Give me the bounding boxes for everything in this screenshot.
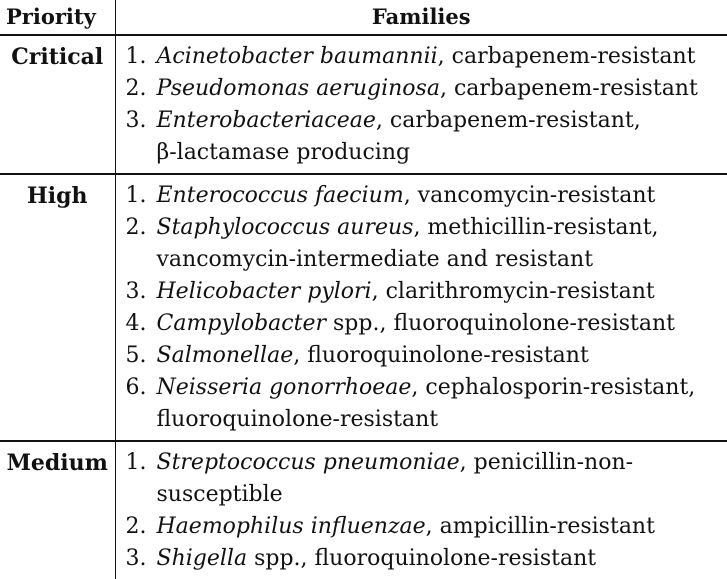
item-text	[157, 511, 655, 543]
species-name: Pseudomonas aeruginosa	[157, 76, 440, 101]
pathogen-item	[126, 543, 727, 575]
priority-level: Medium	[0, 441, 115, 579]
species-name: Enterobacteriaceae	[157, 108, 376, 133]
priority-group-row	[0, 35, 727, 174]
species-name: Salmonellae	[157, 343, 294, 368]
item-number: 1.	[126, 447, 157, 511]
families-column-header: Families	[115, 0, 727, 35]
resistance-description: , penicillin-non-	[460, 450, 633, 475]
resistance-description: spp., fluoroquinolone-resistant	[247, 546, 596, 571]
families-cell	[115, 441, 727, 579]
resistance-description: spp., fluoroquinolone-resistant	[326, 311, 675, 336]
item-text	[157, 73, 698, 105]
item-text	[157, 105, 641, 169]
priority-group-row	[0, 441, 727, 579]
item-text	[157, 340, 589, 372]
pathogen-item	[126, 511, 727, 543]
item-number: 4.	[126, 308, 157, 340]
pathogen-item	[126, 372, 727, 436]
table-body	[0, 35, 727, 579]
description-continuation: vancomycin-intermediate and resistant	[157, 247, 594, 272]
pathogen-item	[126, 180, 727, 212]
resistance-description: , clarithromycin-resistant	[372, 279, 655, 304]
priority-level: Critical	[0, 35, 115, 174]
item-number: 1.	[126, 180, 157, 212]
pathogen-list	[116, 41, 727, 169]
item-number: 3.	[126, 105, 157, 169]
item-text	[157, 372, 696, 436]
pathogen-item	[126, 276, 727, 308]
pathogen-item	[126, 212, 727, 276]
pathogen-list	[116, 180, 727, 436]
pathogen-item	[126, 105, 727, 169]
pathogen-item	[126, 308, 727, 340]
pathogen-item	[126, 41, 727, 73]
resistance-description: , carbapenem-resistant	[440, 76, 698, 101]
resistance-description: , carbapenem-resistant	[438, 44, 696, 69]
item-number: 5.	[126, 340, 157, 372]
item-number: 6.	[126, 372, 157, 436]
pathogen-item	[126, 447, 727, 511]
species-name: Helicobacter pylori	[157, 279, 372, 304]
item-number: 2.	[126, 511, 157, 543]
resistance-description: , vancomycin-resistant	[404, 183, 656, 208]
item-number: 3.	[126, 276, 157, 308]
species-name: Staphylococcus aureus	[157, 215, 414, 240]
species-name: Enterococcus faecium	[157, 183, 404, 208]
header-row	[0, 0, 727, 35]
item-number: 1.	[126, 41, 157, 73]
item-text	[157, 447, 634, 511]
families-cell	[115, 35, 727, 174]
resistance-description: , fluoroquinolone-resistant	[293, 343, 589, 368]
item-number: 2.	[126, 73, 157, 105]
species-name: Haemophilus influenzae	[157, 514, 426, 539]
item-text	[157, 180, 656, 212]
item-number: 2.	[126, 212, 157, 276]
species-name: Campylobacter	[157, 311, 327, 336]
pathogen-list	[116, 447, 727, 575]
description-continuation: susceptible	[157, 482, 283, 507]
species-name: Neisseria gonorrhoeae	[157, 375, 412, 400]
resistance-description: , carbapenem-resistant,	[376, 108, 641, 133]
item-text	[157, 308, 676, 340]
item-text	[157, 276, 655, 308]
species-name: Shigella	[157, 546, 248, 571]
item-text	[157, 41, 696, 73]
item-text	[157, 543, 597, 575]
description-continuation: fluoroquinolone-resistant	[157, 407, 439, 432]
resistance-description: , cephalosporin-resistant,	[411, 375, 695, 400]
pathogen-item	[126, 73, 727, 105]
item-number: 3.	[126, 543, 157, 575]
resistance-description: , methicillin-resistant,	[413, 215, 658, 240]
description-continuation: β-lactamase producing	[157, 140, 411, 165]
resistance-description: , ampicillin-resistant	[426, 514, 655, 539]
species-name: Streptococcus pneumoniae	[157, 450, 460, 475]
pathogen-item	[126, 340, 727, 372]
priority-column-header: Priority	[0, 0, 115, 35]
priority-level: High	[0, 174, 115, 441]
item-text	[157, 212, 659, 276]
families-cell	[115, 174, 727, 441]
priority-group-row	[0, 174, 727, 441]
species-name: Acinetobacter baumannii	[157, 44, 438, 69]
